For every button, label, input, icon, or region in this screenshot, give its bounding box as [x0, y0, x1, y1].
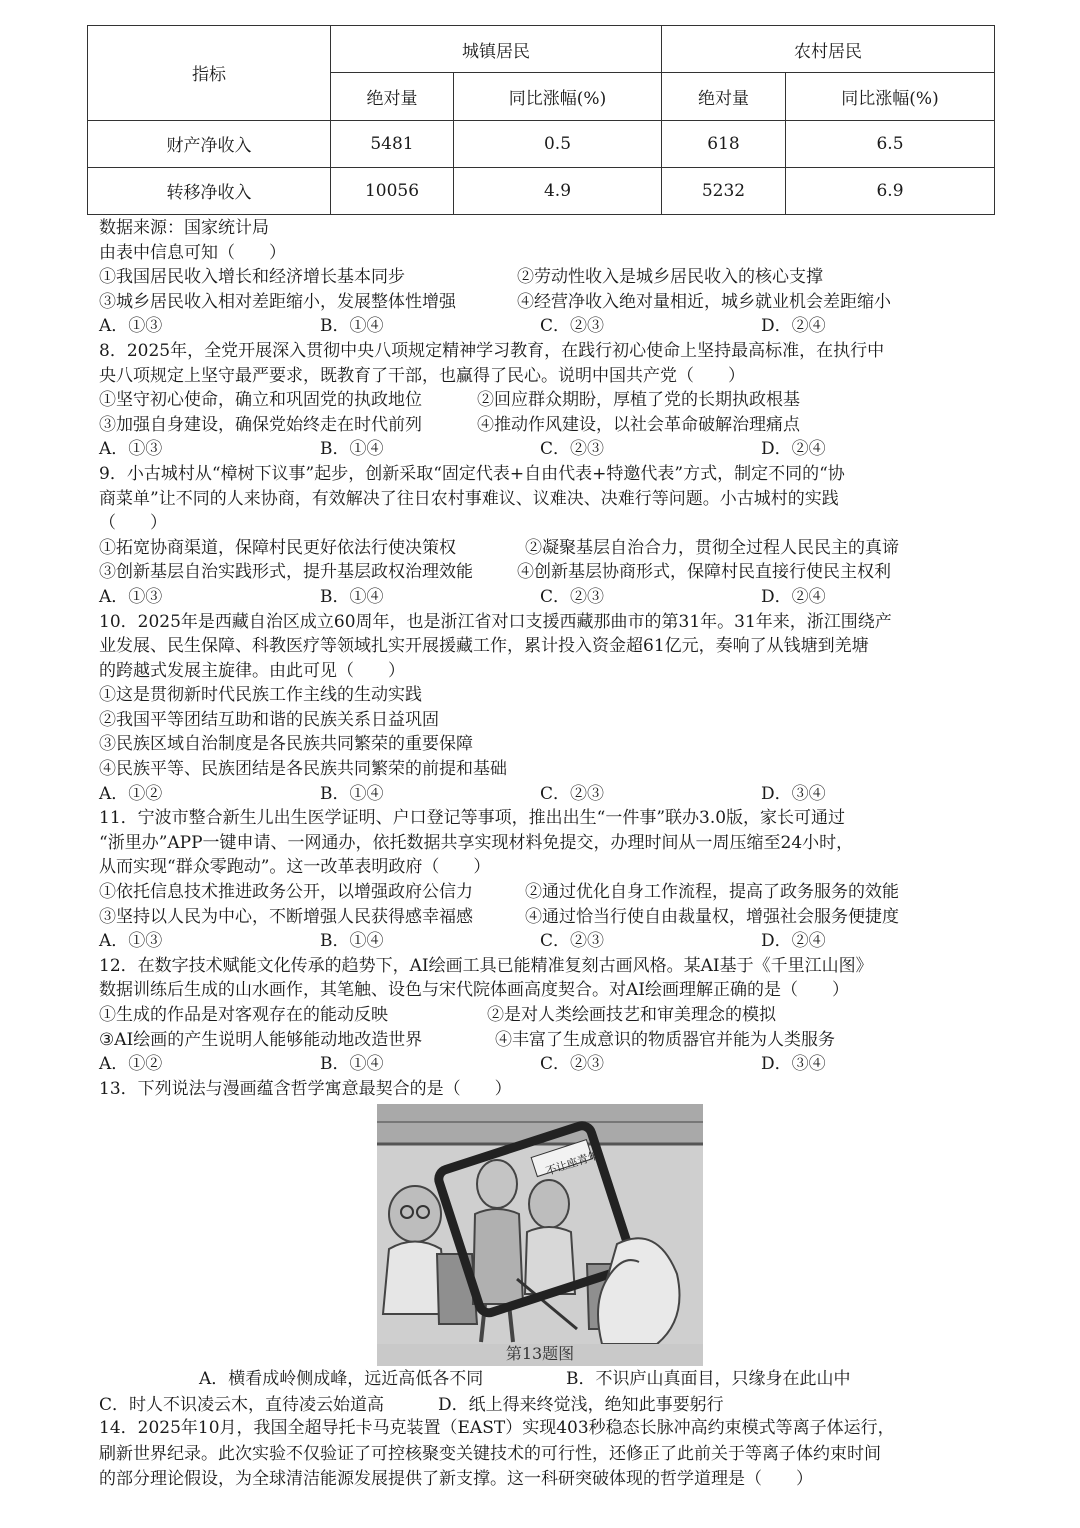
option-d[interactable]: D．②④ [761, 316, 826, 337]
answer-options [99, 1052, 999, 1077]
income-table [87, 25, 995, 215]
question-stem: 的部分理论假设，为全球清洁能源发展提供了新支撑。这一科研突破体现的哲学道理是（ ） [99, 1469, 813, 1489]
option-d[interactable]: D．纸上得来终觉浅，绝知此事要躬行 [438, 1395, 724, 1415]
option-d[interactable]: D．③④ [761, 783, 826, 804]
statement: ④通过恰当行使自由裁量权，增强社会服务便捷度 [525, 906, 899, 927]
answer-options [99, 929, 999, 954]
statement: ③创新基层自治实践形式，提升基层政权治理效能 [99, 562, 473, 583]
statement: ②通过优化自身工作流程，提高了政务服务的效能 [525, 882, 899, 903]
statement: ③加强自身建设，确保党始终走在时代前列 [99, 414, 422, 435]
phone-screen-label: 不让座青年 [544, 1148, 601, 1179]
statement: ④创新基层协商形式，保障村民直接行使民主权利 [517, 562, 891, 583]
questions-body [99, 216, 999, 1101]
statement: ④经营净收入绝对量相近，城乡就业机会差距缩小 [517, 291, 891, 312]
subheader-abs: 绝对量 [662, 73, 786, 120]
table-cell: 5232 [662, 167, 786, 214]
table-cell: 4.9 [454, 167, 662, 214]
table-row [88, 120, 995, 167]
statement-row [99, 265, 999, 290]
subheader-rate: 同比涨幅(%) [786, 73, 995, 120]
option-c[interactable]: C．②③ [540, 316, 605, 337]
statement: ②我国平等团结互助和谐的民族关系日益巩固 [99, 709, 439, 730]
option-row [99, 1392, 999, 1418]
question-stem: 14．2025年10月，我国全超导托卡马克装置（EAST）实现403秒稳态长脉冲高约束模式等离子体运行， [99, 1418, 895, 1438]
statement: ③AI绘画的产生说明人能够能动地改造世界 [99, 1029, 423, 1050]
option-b[interactable]: B．①④ [320, 1054, 384, 1075]
statement: ③城乡居民收入相对差距缩小，发展整体性增强 [99, 291, 456, 312]
option-a[interactable]: A．①③ [99, 439, 163, 460]
question-stem: “浙里办”APP一键申请、一网通办，依托数据共享实现材料免提交，办理时间从一周压缩至24小时， [99, 832, 854, 853]
question-stem: 8．2025年，全党开展深入贯彻中央八项规定精神学习教育，在践行初心使命上坚持最高标准，在执行中 [99, 340, 885, 361]
statement-row [99, 905, 999, 930]
statement: ①我国居民收入增长和经济增长基本同步 [99, 267, 405, 288]
header-urban: 城镇居民 [331, 26, 662, 73]
cartoon-image [377, 1104, 703, 1366]
option-b[interactable]: B．①④ [320, 439, 384, 460]
question-stem: 业发展、民生保障、科教医疗等领域扎实开展援藏工作，累计投入资金超61亿元，奏响了从钱塘到羌塘 [99, 636, 869, 657]
table-cell: 0.5 [454, 120, 662, 167]
option-c[interactable]: C．②③ [540, 439, 605, 460]
statement: ④丰富了生成意识的物质器官并能为人类服务 [495, 1029, 835, 1050]
option-a[interactable]: A．①③ [99, 586, 163, 607]
subheader-abs: 绝对量 [331, 73, 454, 120]
table-row [88, 167, 995, 214]
table-cell: 618 [662, 120, 786, 167]
option-d[interactable]: D．②④ [761, 439, 826, 460]
statement-row [99, 388, 999, 413]
table-cell: 10056 [331, 167, 454, 214]
question-stem: 11．宁波市整合新生儿出生医学证明、户口登记等事项，推出出生“一件事”联办3.0版，家长可通过 [99, 808, 846, 829]
option-a[interactable]: A．横看成岭侧成峰，远近高低各不同 [199, 1369, 484, 1389]
question-stem: （ ） [99, 513, 167, 534]
cartoon-illustration [377, 1104, 703, 1344]
option-b[interactable]: B．①④ [320, 783, 384, 804]
statement: ②是对人类绘画技艺和审美理念的模拟 [487, 1005, 776, 1025]
option-b[interactable]: B．不识庐山真面目，只缘身在此山中 [566, 1369, 851, 1389]
header-rural: 农村居民 [662, 26, 995, 73]
statement-row [99, 560, 999, 585]
option-a[interactable]: A．①② [99, 1054, 163, 1075]
table-cell: 5481 [331, 120, 454, 167]
question-stem: 数据训练后生成的山水画作，其笔触、设色与宋代院体画高度契合。对AI绘画理解正确的是（ ） [99, 980, 849, 1001]
header-indicator: 指标 [88, 26, 331, 121]
statement: ①依托信息技术推进政务公开，以增强政府公信力 [99, 882, 473, 903]
q13-options [99, 1366, 999, 1418]
question-14 [99, 1416, 999, 1493]
question-stem: 央八项规定上坚守最严要求，既教育了干部，也赢得了民心。说明中国共产党（ ） [99, 365, 745, 386]
option-d[interactable]: D．②④ [761, 586, 826, 607]
option-a[interactable]: A．①② [99, 783, 163, 804]
question-stem: 从而实现“群众零跑动”。这一改革表明政府（ ） [99, 857, 491, 878]
statement: ④推动作风建设，以社会革命破解治理痛点 [477, 414, 800, 435]
option-c[interactable]: C．②③ [540, 1054, 605, 1075]
table-cell: 6.9 [786, 167, 995, 214]
question-stem: 的跨越式发展主旋律。由此可见（ ） [99, 660, 405, 681]
row-label: 转移净收入 [88, 167, 331, 214]
question-stem: 9．小古城村从“樟树下议事”起步，创新采取“固定代表+自由代表+特邀代表”方式，制定不同的“协 [99, 463, 845, 484]
option-b[interactable]: B．①④ [320, 586, 384, 607]
question-stem: 10．2025年是西藏自治区成立60周年，也是浙江省对口支援西藏那曲市的第31年。31年来，浙江围绕产 [99, 611, 892, 632]
subheader-rate: 同比涨幅(%) [454, 73, 662, 120]
statement-row [99, 413, 999, 438]
statement: ②劳动性收入是城乡居民收入的核心支撑 [517, 267, 823, 288]
statement: ②回应群众期盼，厚植了党的长期执政根基 [477, 390, 800, 411]
statement: ③坚持以人民为中心，不断增强人民获得感幸福感 [99, 906, 473, 927]
statement-row [99, 880, 999, 905]
statement: ①拓宽协商渠道，保障村民更好依法行使决策权 [99, 537, 456, 558]
question-stem: 商菜单”让不同的人来协商，有效解决了往日农村事难议、议难决、决难行等问题。小古城村的实践 [99, 488, 839, 509]
answer-options [99, 585, 999, 610]
option-a[interactable]: A．①③ [99, 316, 163, 337]
statement: ①生成的作品是对客观存在的能动反映 [99, 1005, 388, 1025]
option-c[interactable]: C．时人不识凌云木，直待凌云始道高 [99, 1395, 385, 1415]
statement: ①坚守初心使命，确立和巩固党的执政地位 [99, 390, 422, 411]
option-d[interactable]: D．③④ [761, 1054, 826, 1075]
option-d[interactable]: D．②④ [761, 931, 826, 952]
option-row [99, 1366, 999, 1392]
question-stem: 13．下列说法与漫画蕴含哲学寓意最契合的是（ ） [99, 1078, 512, 1099]
option-c[interactable]: C．②③ [540, 931, 605, 952]
statement: ①这是贯彻新时代民族工作主线的生动实践 [99, 685, 422, 706]
option-b[interactable]: B．①④ [320, 316, 384, 337]
option-b[interactable]: B．①④ [320, 931, 384, 952]
answer-options [99, 437, 999, 462]
option-c[interactable]: C．②③ [540, 586, 605, 607]
table-cell: 6.5 [786, 120, 995, 167]
question-stem: 刷新世界纪录。此次实验不仅验证了可控核聚变关键技术的可行性，还修正了此前关于等离子体约束时间 [99, 1443, 881, 1464]
option-a[interactable]: A．①③ [99, 931, 163, 952]
row-label: 财产净收入 [88, 120, 331, 167]
statement-row [99, 290, 999, 315]
statement: ④民族平等、民族团结是各民族共同繁荣的前提和基础 [99, 759, 507, 780]
statement: ③民族区域自治制度是各民族共同繁荣的重要保障 [99, 734, 473, 755]
figure-caption: 第13题图 [505, 1344, 575, 1363]
statement: ②凝聚基层自治合力，贯彻全过程人民民主的真谛 [525, 537, 899, 558]
statement-row [99, 1028, 999, 1053]
answer-options [99, 314, 999, 339]
statement-row [99, 536, 999, 561]
data-source: 数据来源：国家统计局 [99, 218, 269, 238]
question-stem: 12．在数字技术赋能文化传承的趋势下，AI绘画工具已能精准复刻古画风格。某AI基于《千里江山图》 [99, 955, 873, 976]
answer-options [99, 782, 999, 807]
option-c[interactable]: C．②③ [540, 783, 605, 804]
question-stem: 由表中信息可知（ ） [99, 242, 286, 263]
statement-row [99, 1003, 999, 1028]
